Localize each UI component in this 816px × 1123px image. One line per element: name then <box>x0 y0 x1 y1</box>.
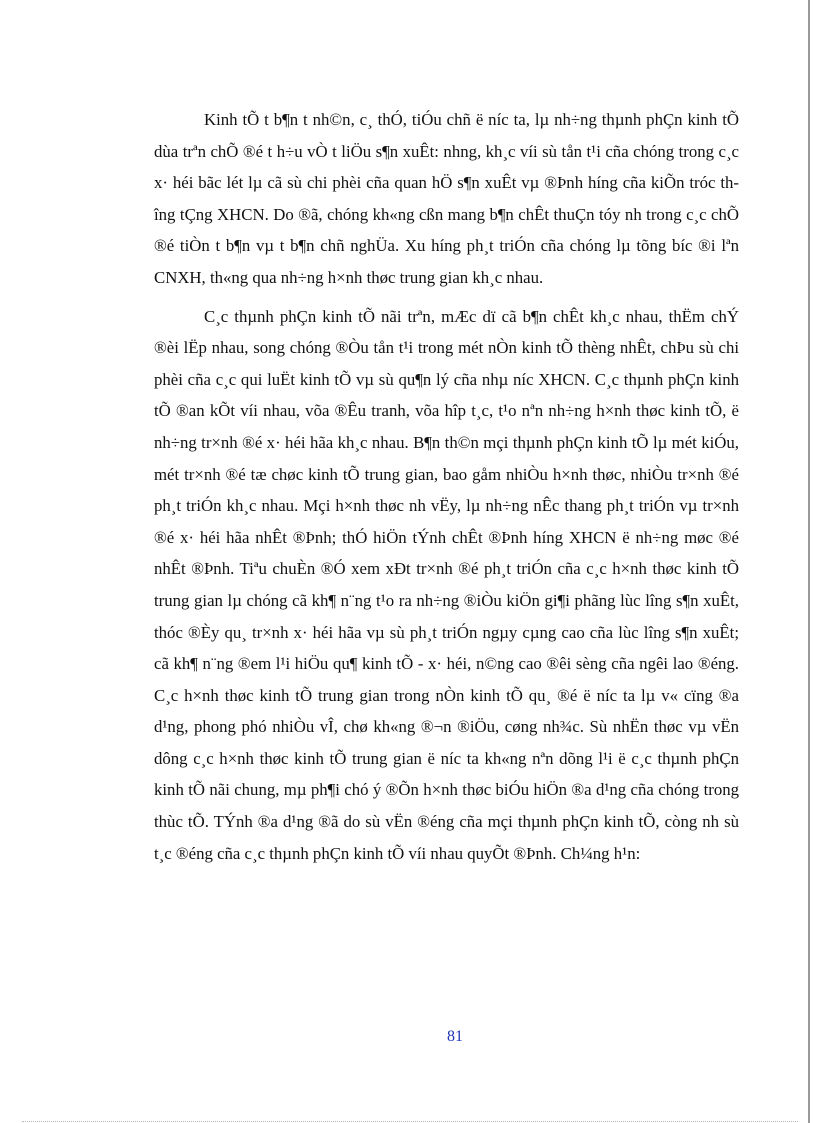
page-edge-shadow <box>808 0 810 1123</box>
page-bottom-divider <box>22 1121 798 1122</box>
paragraph-2: C¸c thµnh phÇn kinh tÕ nãi trªn, mÆc dï cã b¶n chÊt kh¸c nhau, thËm chÝ ®èi lËp nhau, song chóng ®Òu tån t¹i trong mét nÒn kinh tÕ thèng nhÊt, chÞu sù chi phèi cña c¸c qui luËt kinh tÕ vµ sù qu¶n lý cña nhµ níc XHCN. C¸c thµnh phÇn kinh tÕ ®an kÕt víi nhau, võa ®Êu tranh, võa hîp t¸c, t¹o nªn nh÷ng h×nh thøc kinh tÕ, ë nh÷ng tr×nh ®é x· héi hãa kh¸c nhau. B¶n th©n mçi thµnh phÇn kinh tÕ lµ mét kiÓu, mét tr×nh ®é tæ chøc kinh tÕ trung gian, bao gåm nhiÒu h×nh thøc, nhiÒu tr×nh ®é ph¸t triÓn kh¸c nhau. Mçi h×nh thøc nh vËy, lµ nh÷ng nÊc thang ph¸t triÓn vµ tr×nh ®é x· héi hãa nhÊt ®Þnh; thÓ hiÖn tÝnh chÊt ®Þnh híng XHCN ë nh÷ng møc ®é nhÊt ®Þnh. Tiªu chuÈn ®Ó xem xÐt tr×nh ®é ph¸t triÓn cña c¸c h×nh thøc kinh tÕ trung gian lµ chóng cã kh¶ n¨ng t¹o ra nh÷ng ®iÒu kiÖn gi¶i phãng lùc lîng s¶n xuÊt, thóc ®Èy qu¸ tr×nh x· héi hãa vµ sù ph¸t triÓn ngµy cµng cao cña lùc lîng s¶n xuÊt; cã kh¶ n¨ng ®em l¹i hiÖu qu¶ kinh tÕ - x· héi, n©ng cao ®êi sèng cña ngêi lao ®éng. C¸c h×nh thøc kinh tÕ trung gian trong nÒn kinh tÕ qu¸ ®é ë níc ta lµ v« cïng ®a d¹ng, phong phó nhiÒu vÎ, chø kh«ng ®¬n ®iÖu, cøng nh¾c. Sù nhËn thøc vµ vËn dông c¸c h×nh thøc kinh tÕ trung gian ë níc ta kh«ng nªn dõng l¹i ë c¸c thµnh phÇn kinh tÕ nãi chung, mµ ph¶i chó ý ®Õn h×nh thøc biÓu hiÖn ®a d¹ng cña chóng trong thùc tÕ. TÝnh ®a d¹ng ®ã do sù vËn ®éng cña mçi thµnh phÇn kinh tÕ, còng nh sù t¸c ®éng cña c¸c thµnh phÇn kinh tÕ víi nhau quyÕt ®Þnh. Ch¼ng h¹n: <box>154 306 739 863</box>
page-number: 81 <box>447 1028 463 1045</box>
body-text <box>154 104 739 869</box>
paragraph-1: Kinh tÕ t b¶n t nh©n, c¸ thÓ, tiÓu chñ ë níc ta, lµ nh÷ng thµnh phÇn kinh tÕ dùa trªn chÕ ®é t h÷u vÒ t liÖu s¶n xuÊt: nhng, kh¸c víi sù tån t¹i cña chóng trong c¸c x· héi bãc lét lµ cã sù chi phèi cña quan hÖ s¶n xuÊt vµ ®Þnh híng cña kiÕn tróc thîng tÇng XHCN. Do ®ã, chóng kh«ng cßn mang b¶n chÊt thuÇn tóy nh trong c¸c chÕ ®é tiÒn t b¶n vµ t b¶n chñ nghÜa. Xu híng ph¸t triÓn cña chóng lµ tõng bíc ®i lªn CNXH, th«ng qua nh÷ng h×nh thøc trung gian kh¸c nhau. <box>154 110 739 287</box>
